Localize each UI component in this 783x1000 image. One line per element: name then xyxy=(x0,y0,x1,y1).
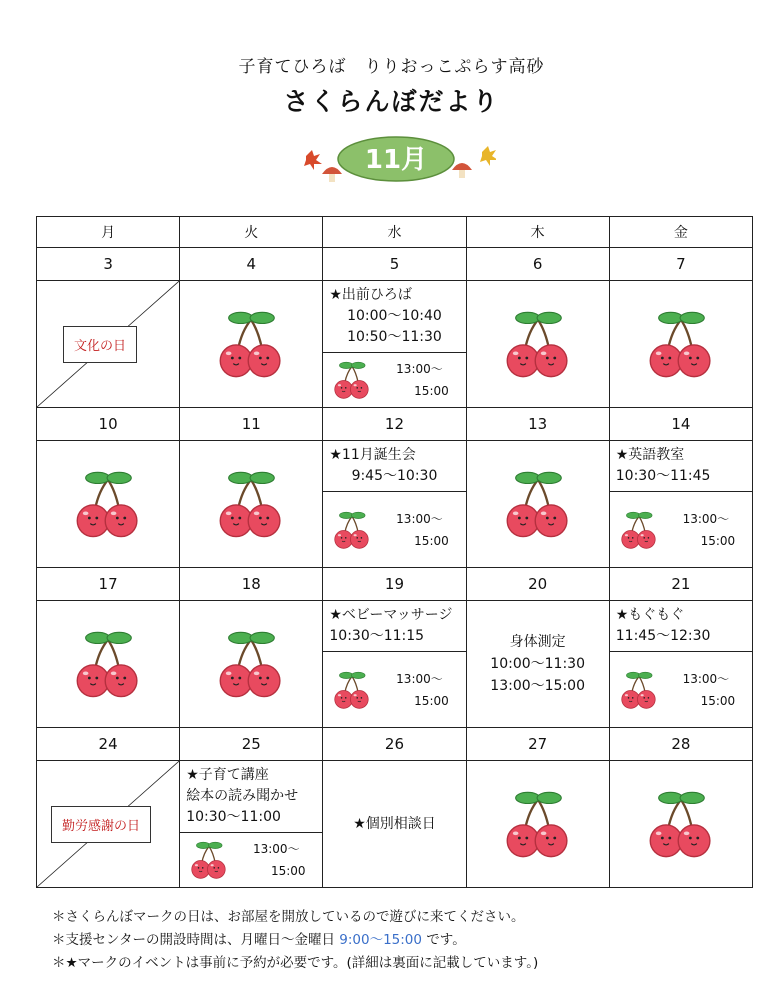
weekday-fri: 金 xyxy=(609,217,752,248)
event-line: 9:45〜10:30 xyxy=(351,468,438,484)
date-cell: 21 xyxy=(609,568,752,601)
weekday-thu: 木 xyxy=(466,217,609,248)
consultation-cell xyxy=(323,761,466,888)
holiday-label: 文化の日 xyxy=(63,326,137,363)
date-row xyxy=(37,248,753,281)
newsletter-title: さくらんぼだより xyxy=(283,87,500,116)
open-end: 15:00 xyxy=(700,533,736,548)
cherry-icon xyxy=(616,509,662,551)
cherry-icon xyxy=(210,306,292,382)
event-cell xyxy=(323,281,466,408)
cherry-icon xyxy=(67,466,149,542)
open-day-cell xyxy=(37,601,180,728)
open-start: 13:00〜 xyxy=(396,362,443,376)
open-day-cell xyxy=(609,281,752,408)
event-line: 10:30〜11:15 xyxy=(329,628,425,644)
event-line: ★11月誕生会 xyxy=(329,447,416,463)
mushroom-icon xyxy=(322,167,342,182)
date-cell: 24 xyxy=(37,728,180,761)
open-day-cell xyxy=(180,281,323,408)
event-cell xyxy=(323,441,466,568)
consultation-label: ★個別相談日 xyxy=(353,816,436,832)
cherry-icon xyxy=(329,359,375,401)
date-cell: 10 xyxy=(37,408,180,441)
date-cell: 12 xyxy=(323,408,466,441)
date-cell: 20 xyxy=(466,568,609,601)
event-line: ★英語教室 xyxy=(615,447,685,463)
open-day-cell xyxy=(466,761,609,888)
event-line: 10:30〜11:45 xyxy=(615,468,711,484)
month-badge xyxy=(296,130,496,188)
holiday-cell xyxy=(37,761,180,888)
date-cell: 5 xyxy=(323,248,466,281)
measurement-cell xyxy=(466,601,609,728)
notes xyxy=(52,906,538,975)
date-cell: 3 xyxy=(37,248,180,281)
cherry-icon xyxy=(186,839,232,881)
month-label: 11月 xyxy=(364,145,428,175)
event-cell xyxy=(609,601,752,728)
date-row xyxy=(37,728,753,761)
holiday-label: 勤労感謝の日 xyxy=(51,806,151,843)
open-start: 13:00〜 xyxy=(396,511,443,526)
measurement-title: 身体測定 xyxy=(509,634,566,650)
date-cell: 26 xyxy=(323,728,466,761)
cherry-icon xyxy=(210,466,292,542)
event-line: ★もぐもぐ xyxy=(615,607,685,623)
note-line: ＊さくらんぼマークの日は、お部屋を開放しているので遊びに来てください。 xyxy=(52,909,525,925)
open-start: 13:00〜 xyxy=(396,671,443,686)
cherry-icon xyxy=(497,786,579,862)
day-row xyxy=(37,601,753,728)
date-cell: 27 xyxy=(466,728,609,761)
holiday-cell xyxy=(37,281,180,408)
event-line: ★出前ひろば xyxy=(329,287,412,303)
event-cell xyxy=(180,761,323,888)
open-end: 15:00 xyxy=(414,533,449,548)
date-cell: 25 xyxy=(180,728,323,761)
note-text: ＊支援センターの開設時間は、月曜日〜金曜日 xyxy=(52,932,340,948)
cherry-icon xyxy=(616,669,662,711)
day-row xyxy=(37,281,753,408)
date-cell: 14 xyxy=(609,408,752,441)
day-row xyxy=(37,761,753,888)
subtitle: 子育てひろば りりおっこぷらす高砂 xyxy=(238,57,545,77)
date-cell: 11 xyxy=(180,408,323,441)
weekday-mon: 月 xyxy=(37,217,180,248)
open-end: 15:00 xyxy=(270,864,306,878)
event-cell xyxy=(609,441,752,568)
maple-leaf-icon xyxy=(304,150,322,170)
open-end: 15:00 xyxy=(700,693,736,708)
open-day-cell xyxy=(609,761,752,888)
cherry-icon xyxy=(640,306,722,382)
date-cell: 6 xyxy=(466,248,609,281)
opening-hours: 9:00〜15:00 xyxy=(339,932,422,948)
date-cell: 4 xyxy=(180,248,323,281)
open-day-cell xyxy=(466,281,609,408)
date-cell: 7 xyxy=(609,248,752,281)
weekday-tue: 火 xyxy=(180,217,323,248)
event-line: 10:00〜10:40 xyxy=(347,308,442,324)
weekday-header-row xyxy=(37,217,753,248)
maple-leaf-icon xyxy=(480,146,496,166)
event-line: 10:30〜11:00 xyxy=(186,809,281,825)
date-cell: 13 xyxy=(466,408,609,441)
date-cell: 28 xyxy=(609,728,752,761)
day-row xyxy=(37,441,753,568)
open-day-cell xyxy=(180,441,323,568)
cherry-icon xyxy=(640,786,722,862)
open-start: 13:00〜 xyxy=(682,511,730,526)
date-row xyxy=(37,408,753,441)
event-line: 絵本の読み聞かせ xyxy=(186,788,299,804)
date-cell: 18 xyxy=(180,568,323,601)
open-day-cell xyxy=(466,441,609,568)
date-cell: 19 xyxy=(323,568,466,601)
open-end: 15:00 xyxy=(414,693,449,708)
event-line: 11:45〜12:30 xyxy=(615,628,711,644)
event-line: ★ベビーマッサージ xyxy=(329,607,453,623)
event-line: ★子育て講座 xyxy=(186,767,269,783)
date-row xyxy=(37,568,753,601)
measurement-time: 10:00〜11:30 xyxy=(490,656,585,672)
event-line: 10:50〜11:30 xyxy=(347,329,442,345)
measurement-time: 13:00〜15:00 xyxy=(490,678,585,694)
note-line xyxy=(52,929,538,952)
calendar-table xyxy=(36,216,753,888)
open-start: 13:00〜 xyxy=(682,671,730,686)
cherry-icon xyxy=(497,466,579,542)
open-day-cell xyxy=(180,601,323,728)
cherry-icon xyxy=(497,306,579,382)
note-line: ＊★マークのイベントは事前に予約が必要です。(詳細は裏面に記載しています。) xyxy=(52,955,539,971)
mushroom-icon xyxy=(452,163,472,178)
date-cell: 17 xyxy=(37,568,180,601)
event-cell xyxy=(323,601,466,728)
cherry-icon xyxy=(67,626,149,702)
open-day-cell xyxy=(37,441,180,568)
note-text: です。 xyxy=(422,932,466,948)
cherry-icon xyxy=(210,626,292,702)
open-start: 13:00〜 xyxy=(252,842,300,856)
cherry-icon xyxy=(329,509,375,551)
weekday-wed: 水 xyxy=(323,217,466,248)
cherry-icon xyxy=(329,669,375,711)
open-end: 15:00 xyxy=(414,384,449,398)
